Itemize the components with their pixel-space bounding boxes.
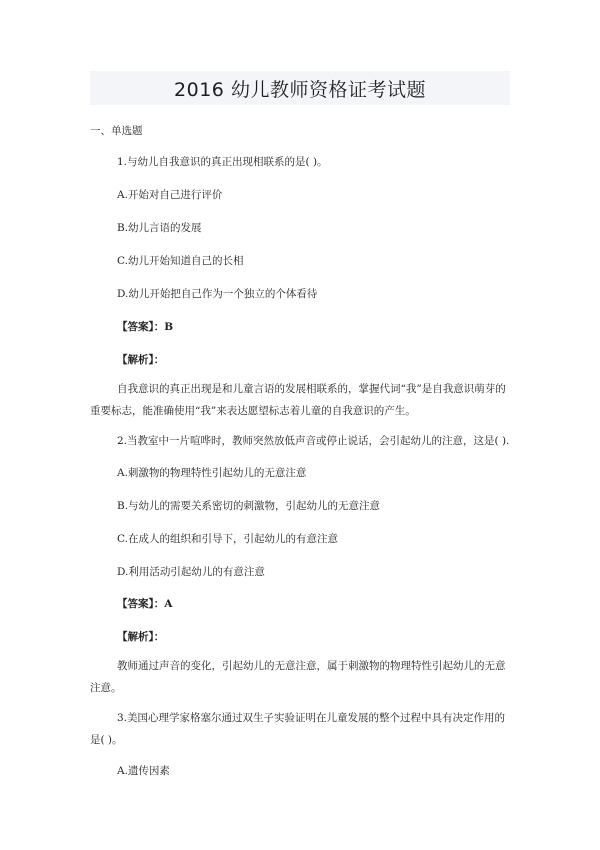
section-heading: 一、单选题 xyxy=(90,125,143,137)
option: D.幼儿开始把自己作为一个独立的个体看待 xyxy=(117,288,318,300)
answer: 【答案】：A xyxy=(117,598,173,610)
question-stem: 3.美国心理学家格塞尔通过双生子实验证明在儿童发展的整个过程中具有决定作用的是( )。 xyxy=(90,712,506,746)
option: A.开始对自己进行评价 xyxy=(117,189,223,201)
analysis-label: 【解析】： xyxy=(117,354,165,366)
analysis-label: 【解析】： xyxy=(117,631,165,643)
question-stem: 1.与幼儿自我意识的真正出现相联系的是( )。 xyxy=(117,156,328,168)
document-title: 2016 幼儿教师资格证考试题 xyxy=(174,78,426,101)
option: A.遗传因素 xyxy=(117,765,170,777)
option: D.利用活动引起幼儿的有意注意 xyxy=(117,566,265,578)
analysis-text: 教师通过声音的变化，引起幼儿的无意注意，属于刺激物的物理特性引起幼儿的无意注意。 xyxy=(90,660,506,694)
option: C.在成人的组织和引导下，引起幼儿的有意注意 xyxy=(117,533,338,545)
option: B.幼儿言语的发展 xyxy=(117,222,202,234)
option: C.幼儿开始知道自己的长相 xyxy=(117,255,244,267)
title-band xyxy=(90,71,510,105)
answer: 【答案】：B xyxy=(117,321,174,333)
analysis-text: 自我意识的真正出现是和儿童言语的发展相联系的，掌握代词“我”是自我意识萌芽的重要标志，能准确使用“我”来表达愿望标志着儿童的自我意识的产生。 xyxy=(90,383,506,417)
option: B.与幼儿的需要关系密切的刺激物，引起幼儿的无意注意 xyxy=(117,500,381,512)
option: A.刺激物的物理特性引起幼儿的无意注意 xyxy=(117,467,307,479)
question-stem: 2.当教室中一片喧哗时，教师突然放低声音或停止说话，会引起幼儿的注意，这是( ). xyxy=(117,435,510,447)
